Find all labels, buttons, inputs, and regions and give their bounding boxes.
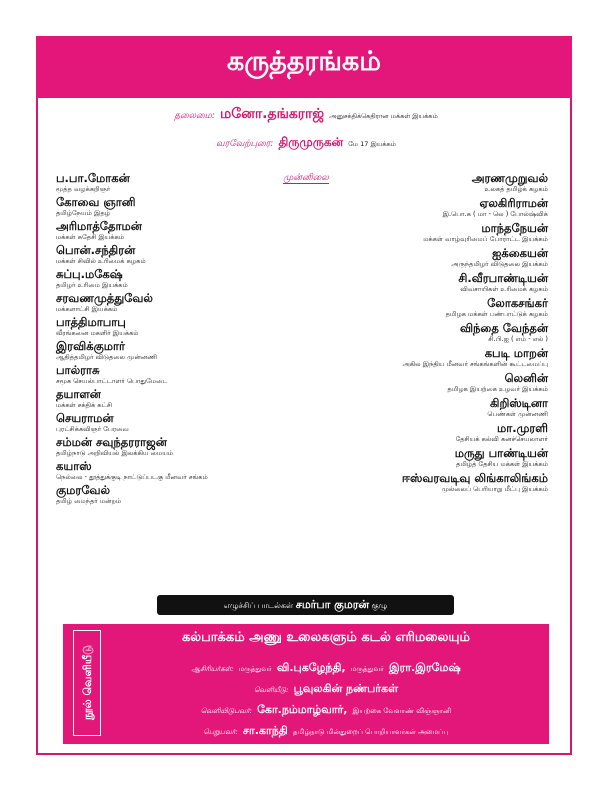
presence-entry xyxy=(56,195,136,218)
person-org: மக்களாட்சி இயக்கம் xyxy=(56,305,118,313)
person-org: தமிழ்நாடு அறிவியல் இலக்கிய மையம் xyxy=(56,449,174,457)
person-name: அரிமாத்தோமன் xyxy=(56,219,142,233)
book-release-label: நூல் வெளியீடு xyxy=(80,645,94,721)
person-name: ஏலகிரிராமன் xyxy=(479,196,548,210)
presence-entry xyxy=(455,446,548,469)
presence-entry xyxy=(448,371,548,394)
person-org: உலகத் தமிழ்க் கழகம் xyxy=(484,185,548,193)
person-org: வீரங்கனை மகளிர் இயக்கம் xyxy=(56,329,139,337)
person-org: புரட்சிக்கவிஞர் பேரவை xyxy=(56,425,129,433)
book-receive-line xyxy=(111,719,541,739)
presence-entry xyxy=(56,267,128,290)
person-org: சமூக செயல்பாட்டாளர் பொதுமேடை xyxy=(56,377,168,385)
person-org: தமிழ் மைந்தர் மன்றம் xyxy=(56,497,122,505)
author1-name: வி.புகழேந்தி, xyxy=(276,661,346,674)
book-release-tag xyxy=(73,630,101,736)
person-name: பொன்.சந்திரன் xyxy=(56,243,136,257)
presence-entry xyxy=(456,421,548,444)
person-name: மாந்தநேயன் xyxy=(481,221,548,235)
release-name: கோ.நம்மாழ்வார், xyxy=(257,703,348,716)
chair-name: மனோ.தங்கராஜ் xyxy=(220,106,325,122)
person-name: மருது பாண்டியன் xyxy=(454,446,548,460)
title-banner xyxy=(36,36,572,98)
person-org: தமிழக மக்கள் பண்பாட்டுக் கழகம் xyxy=(445,310,548,318)
chair-org: அனுசக்திக்கெதிரான மக்கள் இயக்கம் xyxy=(329,112,438,120)
author1-prefix: மருத்துவர் xyxy=(238,665,272,673)
presence-label: முன்னிலை xyxy=(283,173,329,183)
person-org: சி.பி.ஐ ( எம் - எல் ) xyxy=(488,335,548,343)
welcome-role: வரவேற்புரை: xyxy=(216,139,274,149)
presence-entry xyxy=(56,339,157,362)
book-title: கல்பாக்கம் அணு உலைகளும் கடல் எரிமலையும் xyxy=(181,630,470,645)
person-org: தேசியக் கல்வி கனச்செயலாளர் xyxy=(455,435,548,443)
release-org: இயற்கை வேளாண் விஞ்ஞானி xyxy=(352,707,452,715)
song-label: எழுச்சிப் பாடல்கள் xyxy=(223,601,294,610)
publisher-name: பூவுலகின் நண்பர்கள் xyxy=(293,682,398,695)
person-name: கயாஸ் xyxy=(56,459,92,473)
presence-entry xyxy=(402,346,548,369)
person-org: பெண்கள் முன்னணி xyxy=(487,410,548,418)
presence-entry xyxy=(56,219,142,242)
person-name: லெனின் xyxy=(504,371,548,385)
person-name: கபடி மாறன் xyxy=(484,346,548,360)
presence-entry xyxy=(458,271,548,294)
presence-entry xyxy=(56,411,129,434)
presence-entry xyxy=(56,459,208,482)
person-name: பால்ராசு xyxy=(56,363,100,377)
person-org: மூத்த வழக்கறிஞர் xyxy=(56,185,111,193)
person-name: ஐக்கையன் xyxy=(492,246,548,260)
person-org: விவசாயிகள் உரிமைக் கழகம் xyxy=(460,285,548,293)
person-name: விந்தை வேந்தன் xyxy=(459,321,548,335)
presence-entry xyxy=(56,315,139,338)
presence-entry xyxy=(56,363,168,386)
person-name: ப.பா.மோகன் xyxy=(56,171,130,185)
presence-entry xyxy=(460,321,548,344)
person-org: இ.பொ.க ( மா - லெ ) போல்ஷ்விக் xyxy=(442,210,548,218)
presence-entry xyxy=(56,171,130,194)
welcome-line xyxy=(0,131,612,151)
presence-entry xyxy=(56,243,146,266)
book-publisher-line xyxy=(111,677,541,697)
person-name: பாத்திமாபாபு xyxy=(56,315,126,329)
person-name: சி.வீரபாண்டியன் xyxy=(458,271,548,285)
book-release-panel xyxy=(63,624,549,744)
page-title: கருத்தரங்கம் xyxy=(226,46,382,77)
person-org: மக்கள் சக்திக் கட்சி xyxy=(56,401,113,409)
welcome-org: மே 17 இயக்கம் xyxy=(348,140,396,148)
person-name: மா.முரளி xyxy=(496,421,548,435)
presence-entry xyxy=(402,471,548,494)
welcome-name: திருமுருகன் xyxy=(278,135,344,149)
presence-entry xyxy=(472,171,548,194)
person-org: மக்கள் சிவில் உரிமைக் கழகம் xyxy=(56,257,146,265)
presence-entry xyxy=(487,396,548,419)
author2-name: இரா.இரமேஷ் xyxy=(388,661,461,674)
person-org: ஆதித்தமிழர் விடுதலை முன்னணி xyxy=(56,353,158,361)
person-name: ஈஸ்வரவடிவு லிங்காலிங்கம் xyxy=(401,471,548,485)
person-name: சரவணமுத்துவேல் xyxy=(56,291,153,305)
person-name: செயராமன் xyxy=(56,411,114,425)
person-name: தயாளன் xyxy=(56,387,101,401)
presence-entry xyxy=(451,246,548,269)
person-org: மக்கள் வாழ்வுரிமைப் போராட்ட இயக்கம் xyxy=(423,235,548,243)
song-suffix: குழு xyxy=(371,601,388,610)
publisher-role: வெளியீடு: xyxy=(253,686,289,694)
person-org: தமிழக இயற்கை உழவர் இயக்கம் xyxy=(447,385,548,393)
person-name: கோவை ஞானி xyxy=(56,195,136,209)
person-org: முல்லைப் பெரியாறு மீட்பு இயக்கம் xyxy=(441,485,548,493)
author2-prefix: மருத்துவர் xyxy=(350,665,384,673)
receive-org: தமிழ்நாடு மின்துறைப் பொறியாளர்கள் அமைப்பு xyxy=(292,728,449,736)
person-org: அகில இந்திய மீனவர் சங்கங்களின் கூட்டமைப்பு xyxy=(402,360,548,368)
person-org: தமிழ்நேயம் இதழ் xyxy=(56,209,111,217)
release-role: வெளியிடுபவர்: xyxy=(200,707,252,715)
receive-name: சா.காந்தி xyxy=(242,724,288,737)
person-name: குமரவேல் xyxy=(56,483,111,497)
presence-entry xyxy=(56,483,121,506)
person-org: மக்கள் சுதேசி இயக்கம் xyxy=(56,233,125,241)
person-name: கிறிஸ்டினா xyxy=(490,396,548,410)
presence-entry xyxy=(56,435,173,458)
person-org: தமிழ்த் தேசிய மக்கள் இயக்கம் xyxy=(456,460,548,468)
presence-entry xyxy=(56,387,112,410)
chair-role: தலைமை: xyxy=(174,111,215,121)
book-authors-line xyxy=(111,656,541,676)
person-org: அருந்தமிழர் விடுதலை இயக்கம் xyxy=(451,260,548,268)
presence-entry xyxy=(446,296,548,319)
authors-role: ஆசிரியர்கள்: xyxy=(191,665,234,673)
song-banner xyxy=(157,595,454,615)
presence-entry xyxy=(56,291,153,314)
presence-entry xyxy=(423,221,548,244)
person-name: இரவிக்குமார் xyxy=(56,339,125,353)
person-org: தமிழர் உரிமை இயக்கம் xyxy=(56,281,128,289)
person-name: லோகசங்கர் xyxy=(487,296,548,310)
person-name: அரணமுறுவல் xyxy=(471,171,548,185)
person-name: சம்மன் சவுந்தரராஜன் xyxy=(56,435,167,449)
presence-entry xyxy=(443,196,548,219)
book-release-line xyxy=(111,698,541,718)
receive-role: பெறுபவர்: xyxy=(203,728,238,736)
person-name: சுப்பு.மகேஷ் xyxy=(56,267,123,281)
song-name: சமர்பா குமரன் xyxy=(295,598,370,611)
person-org: நெல்லை - தூத்துக்குடி நாட்டுப்படகு மீனவர் சங்கம் xyxy=(56,473,208,481)
chair-line xyxy=(0,103,612,124)
